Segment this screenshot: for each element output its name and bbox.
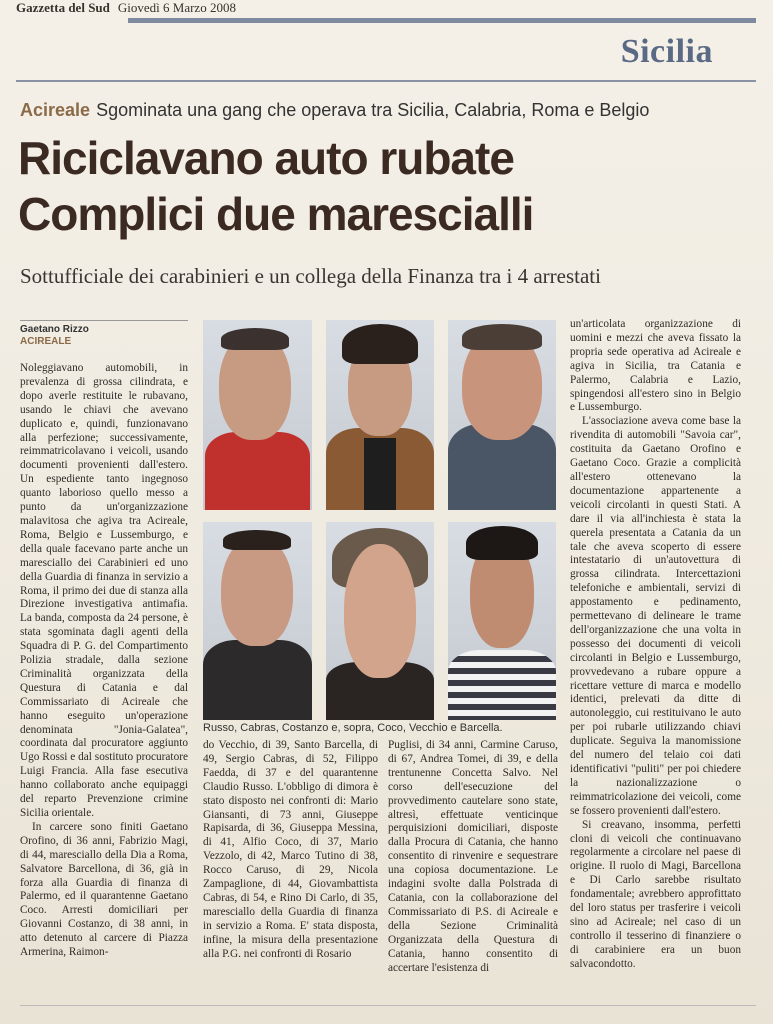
article-column-1	[20, 362, 188, 960]
byline-author: Gaetano Rizzo	[20, 324, 89, 335]
photo-body	[448, 650, 556, 720]
headline-line-1: Riciclavano auto rubate	[18, 132, 514, 184]
byline-rule	[20, 320, 188, 321]
photo-body	[203, 640, 312, 720]
paper-name: Gazzetta del Sud	[16, 0, 110, 14]
paragraph: do Vecchio, di 39, Santo Barcella, di 49, Sergio Cabras, di 52, Filippo Faedda, di 37 e del quarantenne Claudio Russo. L'obbligo di dimora è stato disposto nei confronti di: Mario Giansanti, di 73 anni, Giuseppe Rapisarda, di 36, Giuseppa Messina, di 41, Alfio Coco, di 37, Mario Vezzolo, di 42, Marco Tutino di 38, Rocco Caruso, di 29, Nicola Zampaglione, di 44, Giovambattista Cabras, di 54, e Rino Di Carlo, di 35, maresciallo della Guardia di finanza in servizio a Roma. E' stata disposta, infine, la misura della presentazione alla P.G. nei confronti di Rosario	[203, 739, 378, 960]
article-column-3	[388, 739, 558, 975]
photo-face	[344, 544, 416, 678]
deck-subtitle: Sottufficiale dei carabinieri e un collega della Finanza tra i 4 arrestati	[20, 264, 601, 288]
masthead-rule	[128, 18, 756, 23]
article-column-4	[570, 318, 741, 972]
photo-hair	[221, 328, 289, 350]
photo-hair	[342, 324, 418, 364]
byline	[20, 324, 89, 348]
paragraph: In carcere sono finiti Gaetano Orofino, di 36 anni, Fabrizio Magi, di 44, maresciallo della Dia a Roma, Salvatore Barcellona, di 36, già in forza alla Guardia di finanza di Palermo, ed il quarantenne Gaetano Coco. Arresti domiciliari per Giovanni Costanzo, di 38 anni, in atto detenuto al carcere di Piazza Armerina, Raimon-	[20, 820, 188, 959]
headline	[18, 130, 758, 242]
page-bottom-rule	[20, 1005, 756, 1006]
mugshot-photo-5	[326, 522, 434, 720]
kicker-text: Sgominata una gang che operava tra Sicilia, Calabria, Roma e Belgio	[96, 100, 650, 120]
paragraph: un'articolata organizzazione di uomini e mezzi che aveva fissato la propria sede operativa ad Acireale e agiva in Sicilia, tra Catania e Palermo, Calabria e Lazio, spingendosi all'estero sino in Belgio e Lussemburgo.	[570, 318, 741, 414]
byline-location: ACIREALE	[20, 336, 72, 347]
article-column-2	[203, 739, 378, 962]
mugshot-photo-3	[448, 320, 556, 510]
photo-shirt	[364, 438, 396, 510]
paragraph: Si creavano, insomma, perfetti cloni di veicoli che continuavano regolarmente a circolare nel paese di origine. Il ruolo di Magi, Barcellona e Di Carlo sarebbe risultato fondamentale; avrebbero approfittato del loro status per trasferire i veicoli sino ad Acireale; nel caso di un controllo il tesserino di finanziere o di carabiniere era un buon salvacondotto.	[570, 818, 741, 970]
mugshot-photo-4	[203, 522, 312, 720]
photo-hair	[466, 526, 538, 560]
kicker-place: Acireale	[20, 100, 91, 120]
photo-caption: Russo, Cabras, Costanzo e, sopra, Coco, Vecchio e Barcella.	[203, 722, 503, 734]
paragraph: Noleggiavano automobili, in prevalenza di grossa cilindrata, e dopo averle restituite le rubavano, usando le chiavi che avevano duplicato e, quindi, funzionavano alla perfezione; successivamente, reimmatricolavano i veicoli, usando documenti provenienti dall'estero. Un espediente tanto ingegnoso quanto laborioso quello messo a punto da un'organizzazione malavitosa che agiva tra Acireale, Roma, Belgio e Lussemburgo, e della quale facevano parte anche un maresciallo dei Carabinieri ed uno della Guardia di finanza in servizio a Roma, il primo dei due di stanza alla Direzione investigativa antimafia. La banda, composta da 24 persone, è stata sgominata dagli agenti della Squadra di P. G. del Compartimento Polizia stradale, dalla sezione Criminalità organizzata della Questura di Catania e dal Commissariato di Acireale che hanno eseguito un'operazione denominata "Jonia-Galatea", coordinata dal procuratore aggiunto Ugo Rossi e dal sostituto procuratore Luigi Francia. Alla fase esecutiva hanno collaborato anche equipaggi del reparto Prevenzione crimine Sicilia orientale.	[20, 362, 188, 819]
masthead	[16, 0, 756, 14]
headline-line-2: Complici due marescialli	[18, 188, 534, 240]
photo-body	[205, 432, 310, 510]
issue-date: Giovedì 6 Marzo 2008	[117, 0, 236, 14]
photo-face	[221, 536, 293, 646]
section-title: Sicilia	[620, 33, 713, 70]
mugshot-photo-6	[448, 522, 556, 720]
kicker	[20, 100, 760, 121]
photo-hair	[223, 530, 291, 550]
section-rule	[16, 80, 756, 82]
mugshot-photo-1	[203, 320, 312, 510]
paragraph: L'associazione aveva come base la rivendita di automobili "Savoia car", costituita da Gaetano Orofino e Gaetano Coco. Grazie a complicità all'estero ottenevano la documentazione appartenente a veicoli circolanti in questi Stati. A dare il via all'inchiesta è stata la querela presentata a Catania da un tale che aveva scoperto di essere intestatario di un'autovettura di grossa cilindrata. Intercettazioni telefoniche e ambientali, servizi di appostamento e pedinamento, permettevano di delineare le trame dell'organizzazione che una volta in possesso dei documenti di veicoli circolanti in Belgio e Lussemburgo, provvedevano a rubare oppure a ricettare vetture di marca e modello identici, prelevati da ditte di autonoleggio, cui restituivano le auto per poi rubarle utilizzando chiavi duplicate. Seguiva la manomissione del numero del telaio coi dati identificativi "puliti" per poi chiedere la nazionalizzazione o reimmatricolazione dei veicoli, come se fossero provenienti dall'estero.	[570, 415, 741, 817]
mugshot-photo-2	[326, 320, 434, 510]
photo-hair	[462, 324, 542, 350]
paragraph: Puglisi, di 34 anni, Carmine Caruso, di 67, Andrea Tomei, di 39, e della trentunenne Concetta Salvo. Nel corso dell'esecuzione del provvedimento cautelare sono state, altresì, effettuate venticinque perquisizioni domiciliari, disposte dalla Procura di Catania, che hanno consentito di rinvenire e sequestrare una copiosa documentazione. Le indagini svolte dalla Polstrada di Catania, con la collaborazione del Commissariato di P.S. di Acireale e della Sezione Criminalità Organizzata della Questura di Catania, hanno consentito di accertare l'esistenza di	[388, 739, 558, 974]
